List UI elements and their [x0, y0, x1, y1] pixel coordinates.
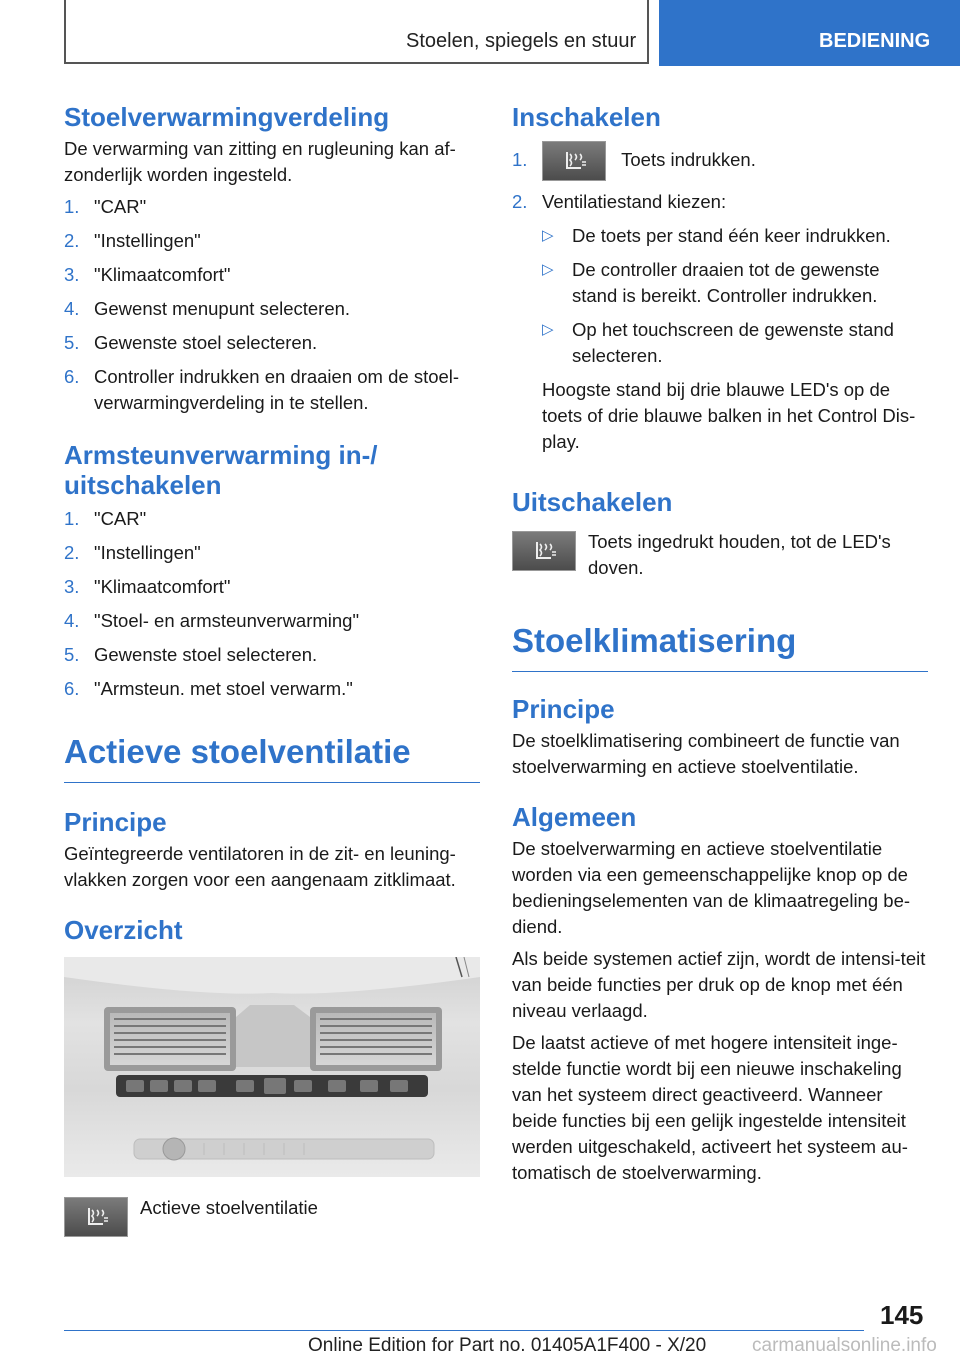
heading-principe: Principe — [64, 807, 167, 837]
footer-watermark: carmanualsonline.info — [752, 1335, 937, 1356]
intro-stoelverwarmingverdeling: De verwarming van zitting en rugleuning kan af-zonderlijk worden ingesteld. — [64, 138, 456, 185]
step-number: 1. — [64, 508, 80, 529]
list-item — [64, 608, 480, 634]
list-item — [542, 317, 928, 369]
heading-algemeen: Algemeen — [512, 802, 637, 833]
list-item — [64, 262, 480, 288]
step-number: 3. — [64, 576, 80, 597]
heading-stoelklimatisering: Stoelklimatisering — [512, 621, 928, 672]
step-number: 6. — [64, 678, 80, 699]
step-text: "Armsteun. met stoel verwarm." — [94, 678, 353, 699]
step-number: 5. — [64, 332, 80, 353]
triangle-bullet-icon: ▷ — [542, 321, 554, 339]
step-text: Gewenste stoel selecteren. — [94, 644, 318, 665]
heading-stoelverwarmingverdeling: Stoelverwarmingverdeling — [64, 102, 390, 132]
list-item — [64, 506, 480, 532]
step-number: 2. — [512, 191, 528, 213]
left-column — [64, 100, 480, 1237]
list-item — [64, 228, 480, 254]
step-text: "Instellingen" — [94, 542, 201, 563]
inschakelen-note: Hoogste stand bij drie blauwe LED's op de toets of drie blauwe balken in het Control Dis-play. — [542, 379, 916, 453]
heading-armsteunverwarming: Armsteunverwarming in-/ uitschakelen — [64, 440, 378, 500]
step-number: 2. — [64, 230, 80, 251]
heading-uitschakelen: Uitschakelen — [512, 487, 673, 518]
list-item — [64, 540, 480, 566]
header-chapter-label: BEDIENING — [819, 30, 931, 52]
step-text: "Klimaatcomfort" — [94, 576, 231, 597]
triangle-bullet-icon: ▷ — [542, 227, 554, 245]
step-number: 4. — [64, 298, 80, 319]
list-item — [64, 642, 480, 668]
step-text: "CAR" — [94, 196, 147, 217]
algemeen-paragraph: Als beide systemen actief zijn, wordt de intensi-teit van beide functies per druk op de knop met één niveau verlaagd. — [512, 948, 926, 1022]
step-number: 1. — [64, 196, 80, 217]
steps-stoelverwarmingverdeling — [64, 194, 480, 416]
triangle-bullet-icon: ▷ — [542, 261, 554, 279]
step-number: 3. — [64, 264, 80, 285]
seat-ventilation-icon — [542, 141, 606, 181]
heading-principe: Principe — [512, 694, 615, 725]
heading-inschakelen: Inschakelen — [512, 102, 661, 132]
bullet-text: De toets per stand één keer indrukken. — [572, 225, 891, 247]
step-text: Gewenste stoel selecteren. — [94, 332, 318, 353]
list-item — [512, 140, 928, 181]
list-item — [64, 330, 480, 356]
steps-inschakelen — [512, 140, 928, 455]
uitschakelen-text: Toets ingedrukt houden, tot de LED's doven. — [588, 531, 891, 579]
seat-ventilation-icon — [512, 531, 576, 571]
step-text: Toets indrukken. — [621, 149, 756, 170]
right-column — [512, 100, 928, 1192]
step-number: 4. — [64, 610, 80, 631]
list-item — [64, 194, 480, 220]
footer-edition: Online Edition for Part no. 01405A1F400 - X/20 — [308, 1335, 707, 1356]
page-number: 145 — [880, 1300, 924, 1330]
uitschakelen-row — [512, 529, 928, 581]
bullet-text: Op het touchscreen de gewenste stand selecteren. — [572, 319, 894, 367]
climate-control-panel-photo — [64, 957, 480, 1177]
step-number: 1. — [512, 149, 528, 170]
step-text: Controller indrukken en draaien om de stoel-verwarmingverdeling in te stellen. — [94, 366, 460, 413]
steps-armsteunverwarming — [64, 506, 480, 702]
algemeen-paragraph: De laatst actieve of met hogere intensiteit inge-stelde functie wordt bij een nieuwe inschakeling van het systeem direct geactiveerd. Wanneer beide functies bij een gelijk ingestelde intensiteit werden uitgeschakeld, activeert het systeem au-tomatisch de stoelverwarming. — [512, 1032, 908, 1184]
list-item — [64, 676, 480, 702]
step-text: "Instellingen" — [94, 230, 201, 251]
step-text: "CAR" — [94, 508, 147, 529]
bullet-list — [542, 223, 928, 369]
heading-overzicht: Overzicht — [64, 915, 183, 945]
algemeen-paragraph: De stoelverwarming en actieve stoelventilatie worden via een gemeenschappelijke knop op de bedieningselementen van de klimaatregeling be-diend. — [512, 838, 911, 938]
footer-divider — [64, 1330, 864, 1331]
step-number: 5. — [64, 644, 80, 665]
icon-caption: Actieve stoelventilatie — [140, 1197, 318, 1218]
icon-caption-row — [64, 1195, 480, 1237]
step-number: 6. — [64, 366, 80, 387]
list-item — [542, 257, 928, 309]
step-text: Ventilatiestand kiezen: — [542, 191, 727, 213]
header-section-title: Stoelen, spiegels en stuur — [406, 30, 637, 52]
page-header — [0, 0, 960, 66]
list-item — [64, 574, 480, 600]
step-number: 2. — [64, 542, 80, 563]
bullet-text: De controller draaien tot de gewenste stand is bereikt. Controller indrukken. — [572, 259, 880, 307]
step-text: "Stoel- en armsteunverwarming" — [94, 610, 360, 631]
step-text: "Klimaatcomfort" — [94, 264, 231, 285]
list-item — [64, 296, 480, 322]
step-text: Gewenst menupunt selecteren. — [94, 298, 351, 319]
list-item — [542, 223, 928, 249]
climate-panel-illustration — [64, 957, 480, 1177]
heading-actieve-stoelventilatie: Actieve stoelventilatie — [64, 732, 480, 783]
list-item — [64, 364, 480, 416]
klim-principe-text: De stoelklimatisering combineert de functie van stoelverwarming en actieve stoelventilatie. — [512, 730, 900, 778]
seat-ventilation-icon — [64, 1197, 128, 1237]
list-item — [512, 189, 928, 455]
header-chapter-tab — [659, 0, 960, 66]
principe-text: Geïntegreerde ventilatoren in de zit- en leuning-vlakken zorgen voor een aangenaam zitklimaat. — [64, 843, 456, 890]
